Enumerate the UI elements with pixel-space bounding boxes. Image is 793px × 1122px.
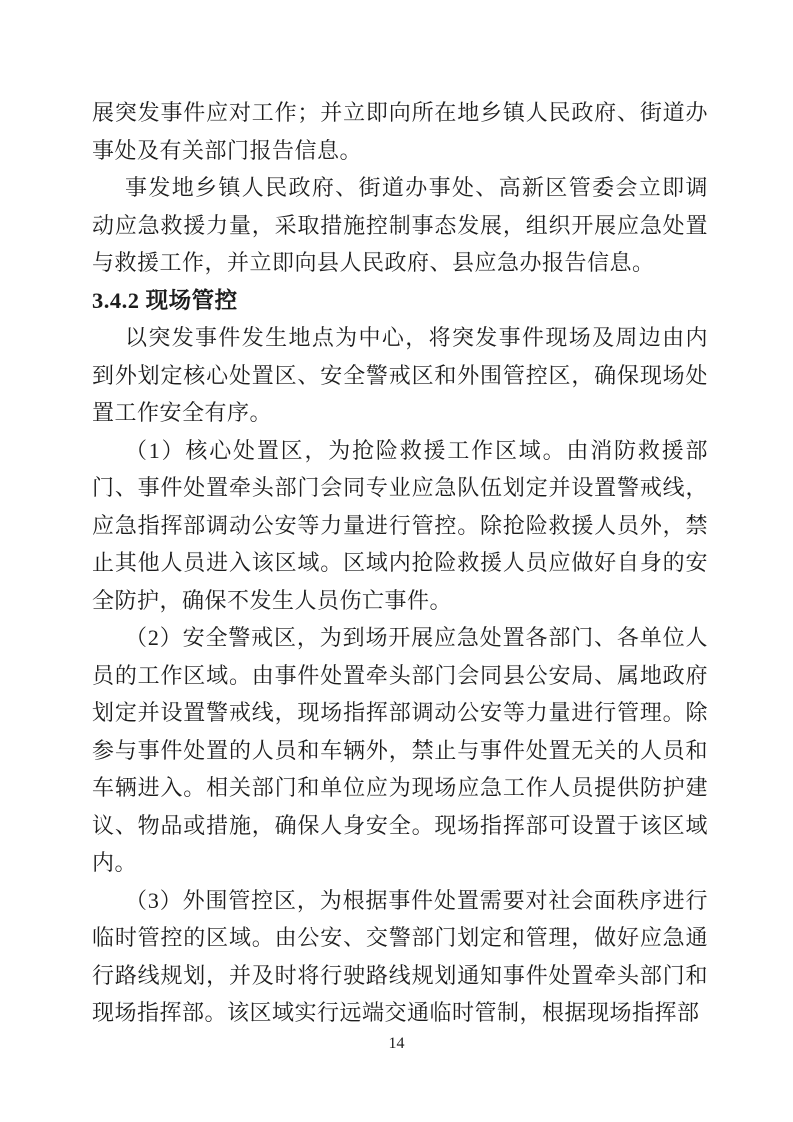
paragraph-continued-from-previous-page: 展突发事件应对工作；并立即向所在地乡镇人民政府、街道办事处及有关部门报告信息。 xyxy=(92,100,708,163)
paragraph-local-government-response: 事发地乡镇人民政府、街道办事处、高新区管委会立即调动应急救援力量，采取措施控制事态发展，组织开展应急处置与救援工作，并立即向县人民政府、县应急办报告信息。 xyxy=(92,175,708,275)
page-number: 14 xyxy=(388,1035,405,1052)
paragraph-item-1-core-disposal-zone: （1）核心处置区，为抢险救援工作区域。由消防救援部门、事件处置牵头部门会同专业应急队伍划定并设置警戒线，应急指挥部调动公安等力量进行管控。除抢险救援人员外，禁止其他人员进入该区域。区域内抢险救援人员应做好自身的安全防护，确保不发生人员伤亡事件。 xyxy=(92,437,708,613)
paragraph-zone-overview: 以突发事件发生地点为中心，将突发事件现场及周边由内到外划定核心处置区、安全警戒区和外围管控区，确保现场处置工作安全有序。 xyxy=(92,325,708,425)
document-body xyxy=(92,94,708,1032)
paragraph-item-3-outer-control-zone: （3）外围管控区，为根据事件处置需要对社会面秩序进行临时管控的区域。由公安、交警部门划定和管理，做好应急通行路线规划，并及时将行驶路线规划通知事件处置牵头部门和现场指挥部。该区域实行远端交通临时管制，根据现场指挥部 xyxy=(92,887,708,1025)
section-heading-3-4-2: 3.4.2 现场管控 xyxy=(92,287,238,313)
paragraph-item-2-security-cordon-zone: （2）安全警戒区，为到场开展应急处置各部门、各单位人员的工作区域。由事件处置牵头部门会同县公安局、属地政府划定并设置警戒线，现场指挥部调动公安等力量进行管理。除参与事件处置的人员和车辆外，禁止与事件处置无关的人员和车辆进入。相关部门和单位应为现场应急工作人员提供防护建议、物品或措施，确保人身安全。现场指挥部可设置于该区域内。 xyxy=(92,625,708,875)
